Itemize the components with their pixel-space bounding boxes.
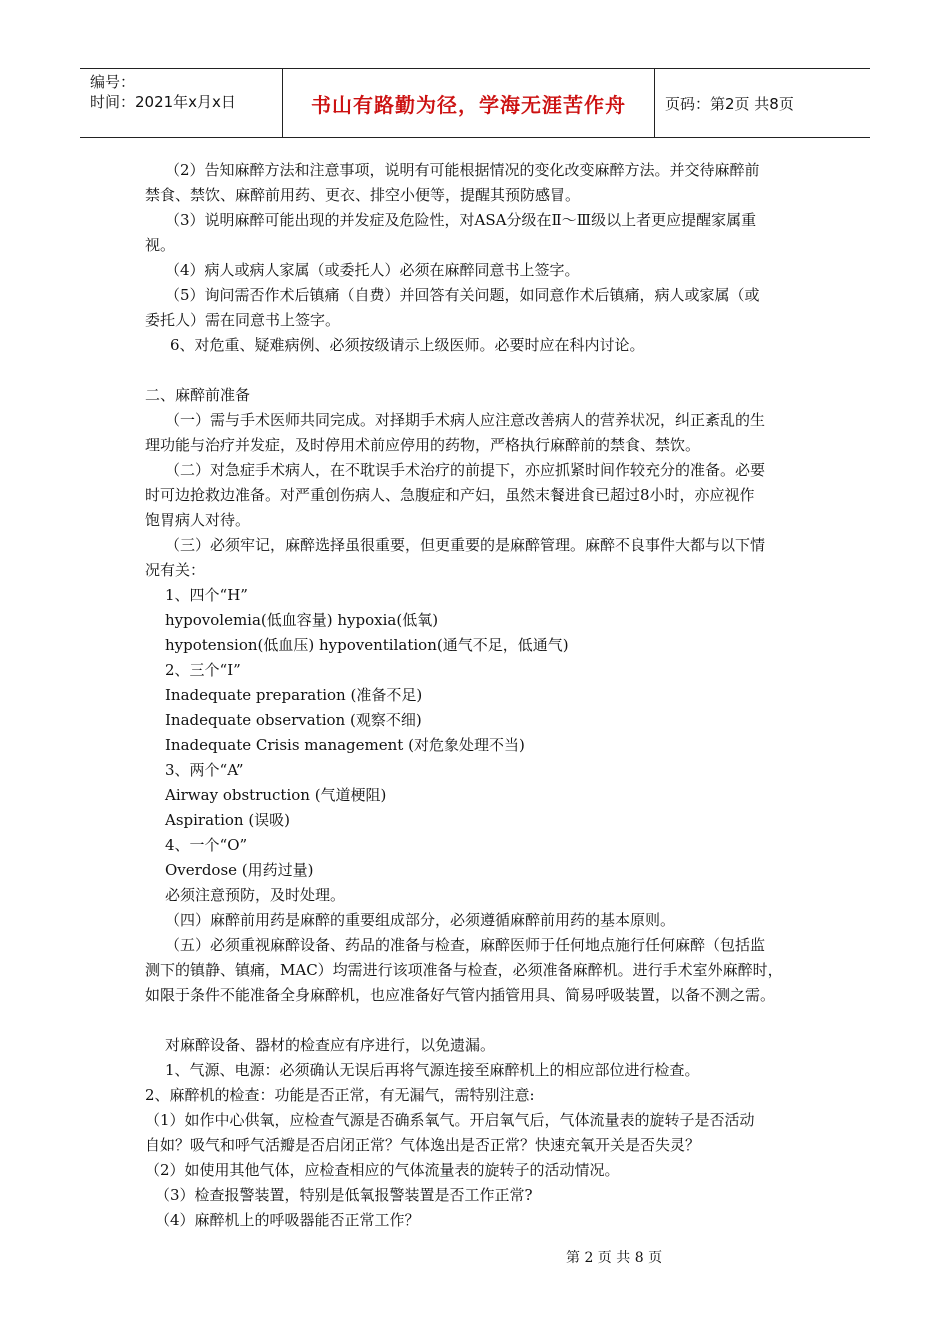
header-page-cell (655, 69, 870, 137)
text-line: 3、两个“A” (165, 761, 244, 779)
text-line: 1、四个“H” (165, 586, 248, 604)
section-heading: 二、麻醉前准备 (145, 386, 251, 404)
text-line: 2、三个“I” (165, 661, 241, 679)
text-line: 对麻醉设备、器材的检查应有序进行，以免遗漏。 (165, 1036, 496, 1054)
text-line: hypovolemia(低血容量) hypoxia(低氧) (165, 611, 439, 629)
header-motto-cell (282, 69, 655, 137)
text-line: （4）病人或病人家属（或委托人）必须在麻醉同意书上签字。 (165, 261, 580, 279)
text-line: 1、气源、电源：必须确认无误后再将气源连接至麻醉机上的相应部位进行检查。 (165, 1061, 700, 1079)
text-line: （4）麻醉机上的呼吸器能否正常工作？ (155, 1211, 420, 1229)
text-line: 4、一个“O” (165, 836, 248, 854)
footer-page-number: 第 2 页 共 8 页 (566, 1250, 663, 1266)
text-line: 理功能与治疗并发症，及时停用术前应停用的药物，严格执行麻醉前的禁食、禁饮。 (145, 436, 701, 454)
text-line: 自如？吸气和呼气活瓣是否启闭正常？气体逸出是否正常？快速充氧开关是否失灵？ (145, 1136, 701, 1154)
text-line: hypotension(低血压) hypoventilation(通气不足，低通气) (165, 636, 569, 654)
text-line: （五）必须重视麻醉设备、药品的准备与检查，麻醉医师于任何地点施行任何麻醉（包括监 (165, 936, 766, 954)
document-header (80, 68, 870, 138)
text-line: （3）说明麻醉可能出现的并发症及危险性，对ASA分级在Ⅱ～Ⅲ级以上者更应提醒家属重 (165, 211, 757, 229)
text-line: Inadequate observation (观察不细) (165, 711, 422, 729)
motto-text: 书山有路勤为径，学海无涯苦作舟 (311, 92, 626, 117)
text-line: 委托人）需在同意书上签字。 (145, 311, 341, 329)
text-line: 2、麻醉机的检查：功能是否正常，有无漏气，需特别注意: (145, 1086, 535, 1104)
text-line: 测下的镇静、镇痛，MAC）均需进行该项准备与检查，必须准备麻醉机。进行手术室外麻醉时， (145, 961, 783, 979)
page-info: 页码：第2页 共8页 (665, 94, 794, 113)
code-label: 编号： (90, 73, 136, 91)
text-line: 时可边抢救边准备。对严重创伤病人、急腹症和产妇，虽然末餐进食已超过8小时，亦应视作 (145, 486, 755, 504)
text-line: Aspiration (误吸) (165, 811, 291, 829)
text-line: （二）对急症手术病人，在不耽误手术治疗的前提下，亦应抓紧时间作较充分的准备。必要 (165, 461, 766, 479)
text-line: （一）需与手术医师共同完成。对择期手术病人应注意改善病人的营养状况，纠正紊乱的生 (165, 411, 766, 429)
text-line: （三）必须牢记，麻醉选择虽很重要，但更重要的是麻醉管理。麻醉不良事件大都与以下情 (165, 536, 766, 554)
text-line: （3）检查报警装置，特别是低氧报警装置是否工作正常? (155, 1186, 533, 1204)
text-line: （1）如作中心供氧，应检查气源是否确系氧气。开启氧气后，气体流量表的旋转子是否活动 (145, 1111, 755, 1129)
text-line: 必须注意预防，及时处理。 (165, 886, 346, 904)
text-line: 6、对危重、疑难病例、必须按级请示上级医师。必要时应在科内讨论。 (170, 336, 645, 354)
text-line: Overdose (用药过量) (165, 861, 314, 879)
text-line: （2）告知麻醉方法和注意事项，说明有可能根据情况的变化改变麻醉方法。并交待麻醉前 (165, 161, 760, 179)
header-left-cell (80, 69, 282, 137)
text-line: （2）如使用其他气体，应检查相应的气体流量表的旋转子的活动情况。 (145, 1161, 620, 1179)
text-line: 视。 (145, 236, 176, 254)
text-line: 饱胃病人对待。 (145, 511, 251, 529)
text-line: Airway obstruction (气道梗阻) (165, 786, 387, 804)
text-line: Inadequate preparation (准备不足) (165, 686, 423, 704)
text-line: 况有关： (145, 561, 206, 579)
text-line: （5）询问需否作术后镇痛（自费）并回答有关问题，如同意作术后镇痛，病人或家属（或 (165, 286, 760, 304)
date-label: 时间：2021年x月x日 (90, 93, 236, 111)
text-line: Inadequate Crisis management (对危象处理不当) (165, 736, 525, 754)
text-line: 如限于条件不能准备全身麻醉机，也应准备好气管内插管用具、简易呼吸装置，以备不测之需。 (145, 986, 776, 1004)
text-line: 禁食、禁饮、麻醉前用药、更衣、排空小便等，提醒其预防感冒。 (145, 186, 581, 204)
text-line: （四）麻醉前用药是麻醉的重要组成部分，必须遵循麻醉前用药的基本原则。 (165, 911, 676, 929)
